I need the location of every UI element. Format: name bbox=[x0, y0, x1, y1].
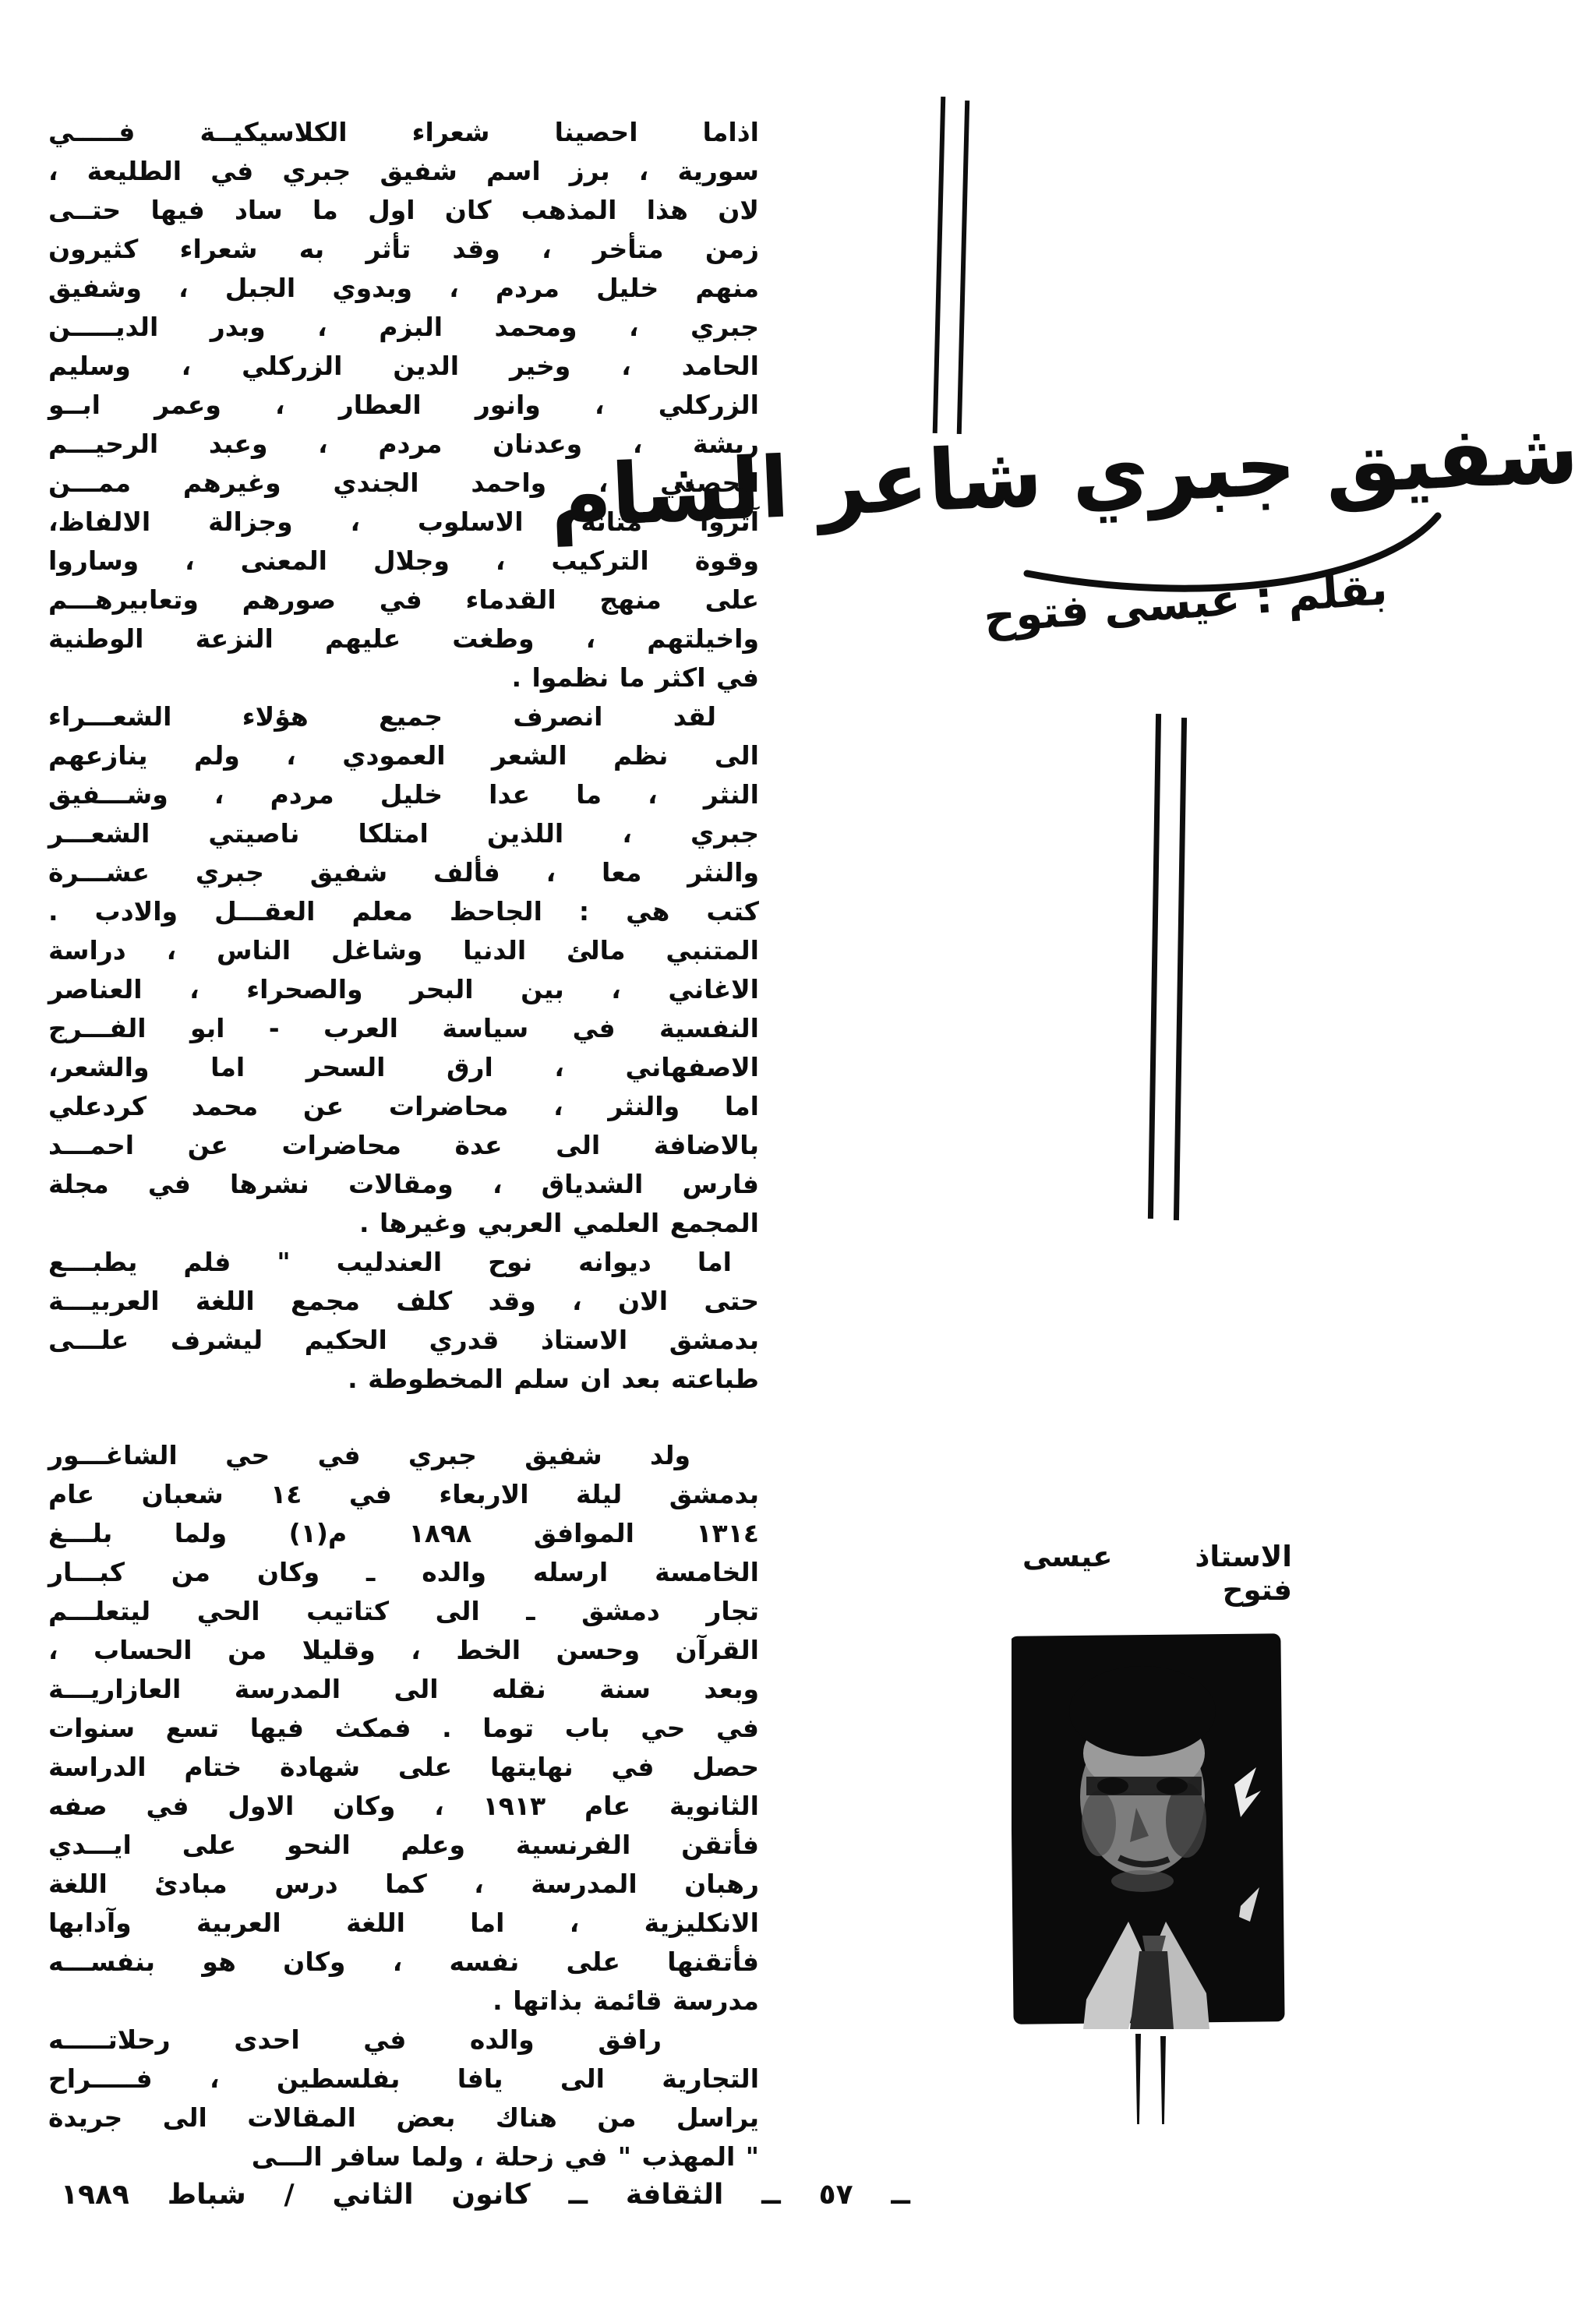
body-line: جبري ، اللذين امتلكا ناصيتي الشعـــر bbox=[48, 818, 759, 849]
photo-double-rule-icon bbox=[1160, 2036, 1166, 2124]
body-line: الاغاني ، بين البحر والصحراء ، العناصر bbox=[48, 974, 759, 1004]
body-line: اما ديوانه نوح العندليب " فلم يطبـــع bbox=[48, 1247, 732, 1277]
body-line: يراسل من هناك بعض المقالات الى جريدة bbox=[48, 2102, 759, 2133]
page-footer: ــ ٥٧ ــ الثقافة ــ كانون الثاني / شباط ١٩٨٩ bbox=[61, 2179, 910, 2211]
body-line: سورية ، برز اسم شفيق جبري في الطليعة ، bbox=[48, 156, 759, 186]
body-line: الحصني ، واحمد الجندي وغيرهم ممـــن bbox=[48, 468, 759, 498]
body-line: منهم خليل مردم ، وبدوي الجبل ، وشفيق bbox=[48, 273, 759, 303]
body-line: كتب هي : الجاحظ معلم العقـــل والادب . bbox=[48, 896, 759, 927]
body-line: حتى الان ، وقد كلف مجمع اللغة العربيـــة bbox=[48, 1286, 759, 1316]
body-line: واخيلتهم ، وطغت عليهم النزعة الوطنية bbox=[48, 623, 759, 654]
body-line: بدمشق الاستاذ قدري الحكيم ليشرف علـــى bbox=[48, 1325, 759, 1355]
body-line: ولد شفيق جبري في حي الشاغـــور bbox=[48, 1440, 690, 1470]
body-line: النفسية في سياسة العرب - ابو الفـــرج bbox=[48, 1013, 759, 1043]
body-line: " المهذب " في زحلة ، ولما سافر الـــى bbox=[251, 2141, 759, 2172]
top-double-rule-icon bbox=[957, 101, 969, 434]
body-line: المتنبي مالئ الدنيا وشاغل الناس ، دراسة bbox=[48, 935, 759, 965]
body-line: على منهج القدماء في صورهم وتعابيرهـــم bbox=[48, 584, 759, 615]
body-line: الحامد ، وخير الدين الزركلي ، وسليم bbox=[48, 351, 759, 381]
body-line: الزركلي ، وانور العطار ، وعمر ابــو bbox=[48, 390, 759, 420]
body-line: ريشة ، وعدنان مردم ، وعبد الرحيـــم bbox=[48, 429, 759, 459]
body-line: النثر ، ما عدا خليل مردم ، وشـــفيق bbox=[48, 779, 759, 810]
byline: بقلم : عيسى فتوح bbox=[982, 563, 1389, 644]
body-line: تجار دمشق ـ الى كتاتيب الحي ليتعلـــم bbox=[48, 1596, 759, 1626]
body-line: وبعد سنة نقله الى المدرسة العازاريـــة bbox=[48, 1674, 759, 1704]
body-line: ١٣١٤ الموافق ١٨٩٨ م(١) ولما بلـــغ bbox=[48, 1518, 759, 1548]
body-line: المجمع العلمي العربي وغيرها . bbox=[358, 1208, 759, 1238]
body-line: الاصفهاني ، ارق السحر اما والشعر، bbox=[48, 1052, 759, 1082]
body-line: فأتقنها على نفسه ، وكان هو بنفســـه bbox=[48, 1947, 759, 1977]
body-line: زمن متأخر ، وقد تأثر به شعراء كثيرون bbox=[48, 234, 759, 264]
paragraph bbox=[48, 1436, 759, 2021]
body-line: رهبان المدرسة ، كما درس مبادئ اللغة bbox=[48, 1869, 759, 1899]
body-line: الانكليزية ، اما اللغة العربية وآدابها bbox=[48, 1908, 759, 1938]
paragraph bbox=[48, 2021, 759, 2176]
body-line: اذاما احصينا شعراء الكلاسيكيــة فـــــي bbox=[48, 117, 759, 147]
body-line: فارس الشدياق ، ومقالات نشرها في مجلة bbox=[48, 1169, 759, 1199]
body-line: لقد انصرف جميع هؤلاء الشعـــراء bbox=[48, 701, 716, 732]
body-line: في اكثر ما نظموا . bbox=[511, 662, 759, 693]
paragraph bbox=[48, 1243, 759, 1399]
body-line: القرآن وحسن الخط ، وقليلا من الحساب ، bbox=[48, 1635, 759, 1665]
top-double-rule-icon bbox=[933, 97, 946, 433]
body-line: طباعته بعد ان سلم المخطوطة . bbox=[348, 1364, 759, 1394]
article-body bbox=[48, 113, 759, 2176]
body-line: بالاضافة الى عدة محاضرات عن احمـــد bbox=[48, 1130, 759, 1160]
body-line: الى نظم الشعر العمودي ، ولم ينازعهم bbox=[48, 740, 759, 771]
body-line: جبري ، ومحمد البزم ، وبدر الديـــــن bbox=[48, 312, 759, 342]
portrait-photo bbox=[1012, 1630, 1286, 2029]
body-line: آثروا متانة الاسلوب ، وجزالة الالفاظ، bbox=[48, 507, 759, 537]
body-line: مدرسة قائمة بذاتها . bbox=[493, 1985, 759, 2016]
body-line: لان هذا المذهب كان اول ما ساد فيها حتــى bbox=[48, 195, 759, 225]
photo-caption: الاستاذ عيسى فتوح bbox=[1022, 1540, 1292, 1607]
article-title: شفيق جبري شاعر الشام bbox=[547, 404, 1581, 547]
middle-double-rule-icon bbox=[1148, 714, 1161, 1219]
body-line: اما والنثر ، محاضرات عن محمد كردعلي bbox=[48, 1091, 759, 1121]
body-line: الثانوية عام ١٩١٣ ، وكان الاول في صفه bbox=[48, 1791, 759, 1821]
middle-double-rule-icon bbox=[1174, 718, 1187, 1220]
paragraph bbox=[48, 113, 759, 697]
body-line: التجارية الى يافا بفلسطين ، فـــــراح bbox=[48, 2063, 759, 2094]
body-line: فأتقن الفرنسية وعلم النحو على ايـــدي bbox=[48, 1830, 759, 1860]
body-line: بدمشق ليلة الاربعاء في ١٤ شعبان عام bbox=[48, 1479, 759, 1509]
body-line: والنثر معا ، فألف شفيق جبري عشـــرة bbox=[48, 857, 759, 888]
body-line: رافق والده في احدى رحلاتـــــه bbox=[48, 2024, 662, 2055]
body-line: حصل في نهايتها على شهادة ختام الدراسة bbox=[48, 1752, 759, 1782]
paragraph bbox=[48, 697, 759, 1243]
body-line: الخامسة ارسله والده ـ وكان من كبـــار bbox=[48, 1557, 759, 1587]
body-line: وقوة التركيب ، وجلال المعنى ، وساروا bbox=[48, 545, 759, 576]
photo-double-rule-icon bbox=[1135, 2034, 1141, 2124]
body-line: في حي باب توما . فمكث فيها تسع سنوات bbox=[48, 1713, 759, 1743]
